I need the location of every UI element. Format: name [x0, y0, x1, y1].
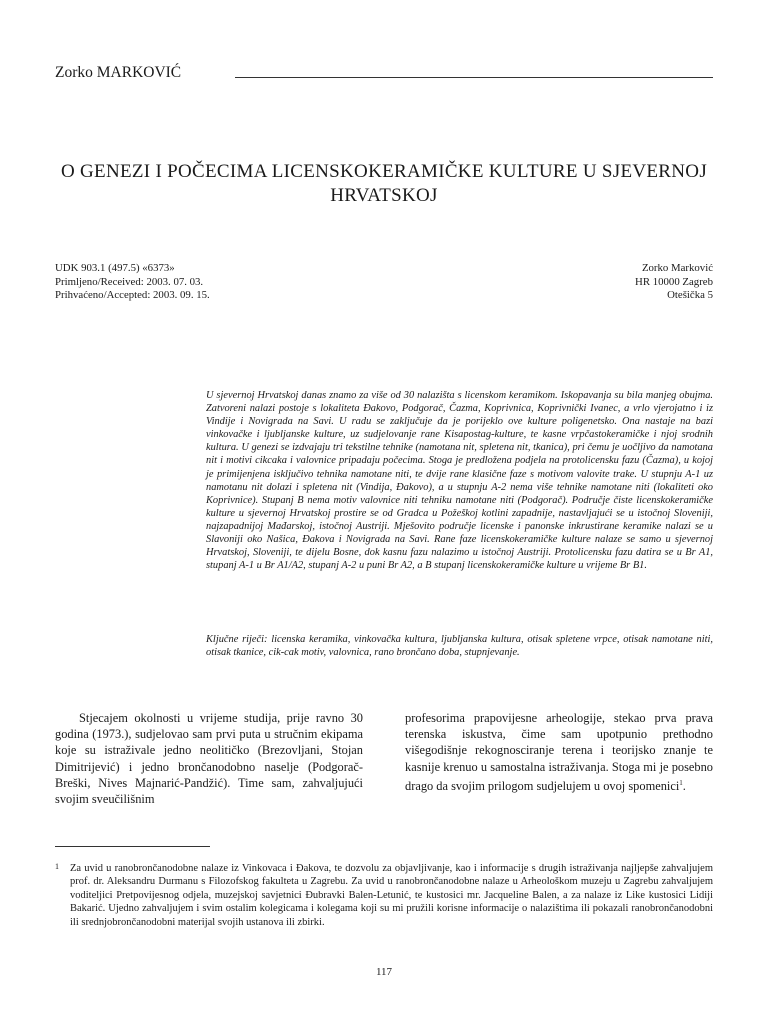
received-line: Primljeno/Received: 2003. 07. 03.	[55, 275, 204, 288]
author-city: HR 10000 Zagreb	[635, 275, 713, 288]
accepted-line: Prihvaćeno/Accepted: 2003. 09. 15.	[55, 289, 210, 301]
author-street: Otešička 5	[667, 289, 713, 301]
author-address	[635, 262, 713, 303]
body-right-end: .	[682, 778, 686, 793]
footnote-text: Za uvid u ranobrončanodobne nalaze iz Vinkovaca i Đakova, te dozvolu za objavljivanje, kao i informacije s drugih istraživanja najljepše zahvaljujem prof. dr. Aleksandru Durmanu s Filozofskog fakulteta u Zagrebu. Za uvid u ranobrončanodobne nalaze u Arheološkom muzeju u Zagrebu zahvaljujem voditeljici Pretpovijesnog odjela, muzejskoj savjetnici Đubravki Balen-Letunić, te kustosici mr. Jacqueline Balen, a za nalaze iz Like kustosici Lidiji Bakarić. Ujedno zahvaljujem i svim ostalim kolegicama i kolegama koji su mi pružili korisne informacije o nalazištima ili pokazali ranobrončanodobni ili srednjobrončanodobni materijal svojih ustanova ili zbirki.	[70, 863, 713, 928]
udk-line: UDK 903.1 (497.5) «6373»	[55, 262, 175, 274]
body-column-left: Stjecajem okolnosti u vrijeme studija, prije ravno 30 godina (1973.), sudjelovao sam prvi puta u stručnim ekipama koje su istraživale jedno neolitičko (Brezovljani, Stojan Dimitrijević) i jedno brončanodobno naselje (Podgorač-Breški, Nives Majnarić-Pandžić). Time sam, zahvaljujući svojim sveučilišnim	[55, 711, 363, 807]
publication-meta	[55, 262, 210, 303]
header-rule	[235, 77, 713, 78]
abstract: U sjevernoj Hrvatskoj danas znamo za više od 30 nalazišta s licenskom keramikom. Iskopavanja su bila manjeg obujma. Zatvoreni nalazi postoje s lokaliteta Đakovo, Podgorač, Čazma, Koprivnica, Koprivnički Ivanec, a vrlo vjerojatno i iz Vindije i Novigrada na Savi. U radu se zaključuje da je porijeklo ove kulture poligenetsko. Ona nastaje na bazi vinkovačke i ljubljanske kulture, uz sudjelovanje rane Kisapostag-kulture, te kasne vrpčastokeramičke i njoj srodnih kultura. U genezi se izdvajaju tri tekstilne tehnike (namotana nit, spletena nit, tkanica), pri čemu je uočljivo da namotana nit i motivi cikcaka i valovnice pripadaju počecima. Stoga je predložena podjela na protolicensku fazu (Čazma), u kojoj je primijenjena isključivo tehnika namotane niti, te dvije rane klasične faze s motivom valovite trake. U stupnju A-1 uz namotanu nit dolazi i spletena nit (Vindija, Đakovo), a u stupnju A-2 nema više tehnike namotane niti (lokaliteti oko Koprivnice). Stupanj B nema motiv valovnice niti tehniku namotane niti (Podgorač). Područje čiste licenskokeramičke kulture u sjevernoj Hrvatskoj prostire se od Gradca u Požeškoj kotlini zapadnije, nastavljajući se u istočnoj Sloveniji, najzapadnijoj Mađarskoj, istočnoj Austriji. Mješovito područje licenske i panonske inkrustirane keramike nalazi se u Slavoniji oko Našica, Đakova i Novigrada na Savi. Rane faze licenskokeramičke kulture nalaze se samo u sjevernoj Hrvatskoj, Sloveniji, te dijelu Bosne, dok kasnu fazu nalazimo u istočnoj Austriji. Protolicensku fazu datira se u Br A1, stupanj A-1 u Br A1/A2, stupanj A-2 u puni Br A2, a B stupanj licenskokeramičke kulture u vrijeme Br B1.	[206, 390, 713, 572]
footnote-ref[interactable]: 1	[679, 778, 683, 787]
author-name: Zorko Marković	[641, 262, 713, 274]
page-number: 117	[375, 966, 393, 978]
keywords: Ključne riječi: licenska keramika, vinkovačka kultura, ljubljanska kultura, otisak spletene vrpce, otisak namotane niti, otisak tkanice, cik-cak motiv, valovnica, rano brončano doba, stupnjevanje.	[206, 634, 713, 659]
author-header: Zorko MARKOVIĆ	[55, 64, 182, 81]
body-right-text: profesorima prapovijesne arheologije, stekao prva prava terenska iskustva, čime sam upotpunio prethodno višegodišnje rekognosciranje terena i teorijsko znanje te kasnije krenuo u samostalna istraživanja. Stoga mi je posebno drago da svojim prilogom sudjelujem u ovoj spomenici	[405, 711, 713, 793]
body-column-right	[405, 710, 713, 794]
footnote-mark: 1	[55, 862, 59, 871]
article-title: O GENEZI I POČECIMA LICENSKOKERAMIČKE KULTURE U SJEVERNOJ HRVATSKOJ	[60, 161, 708, 206]
footnote-rule	[55, 846, 210, 847]
